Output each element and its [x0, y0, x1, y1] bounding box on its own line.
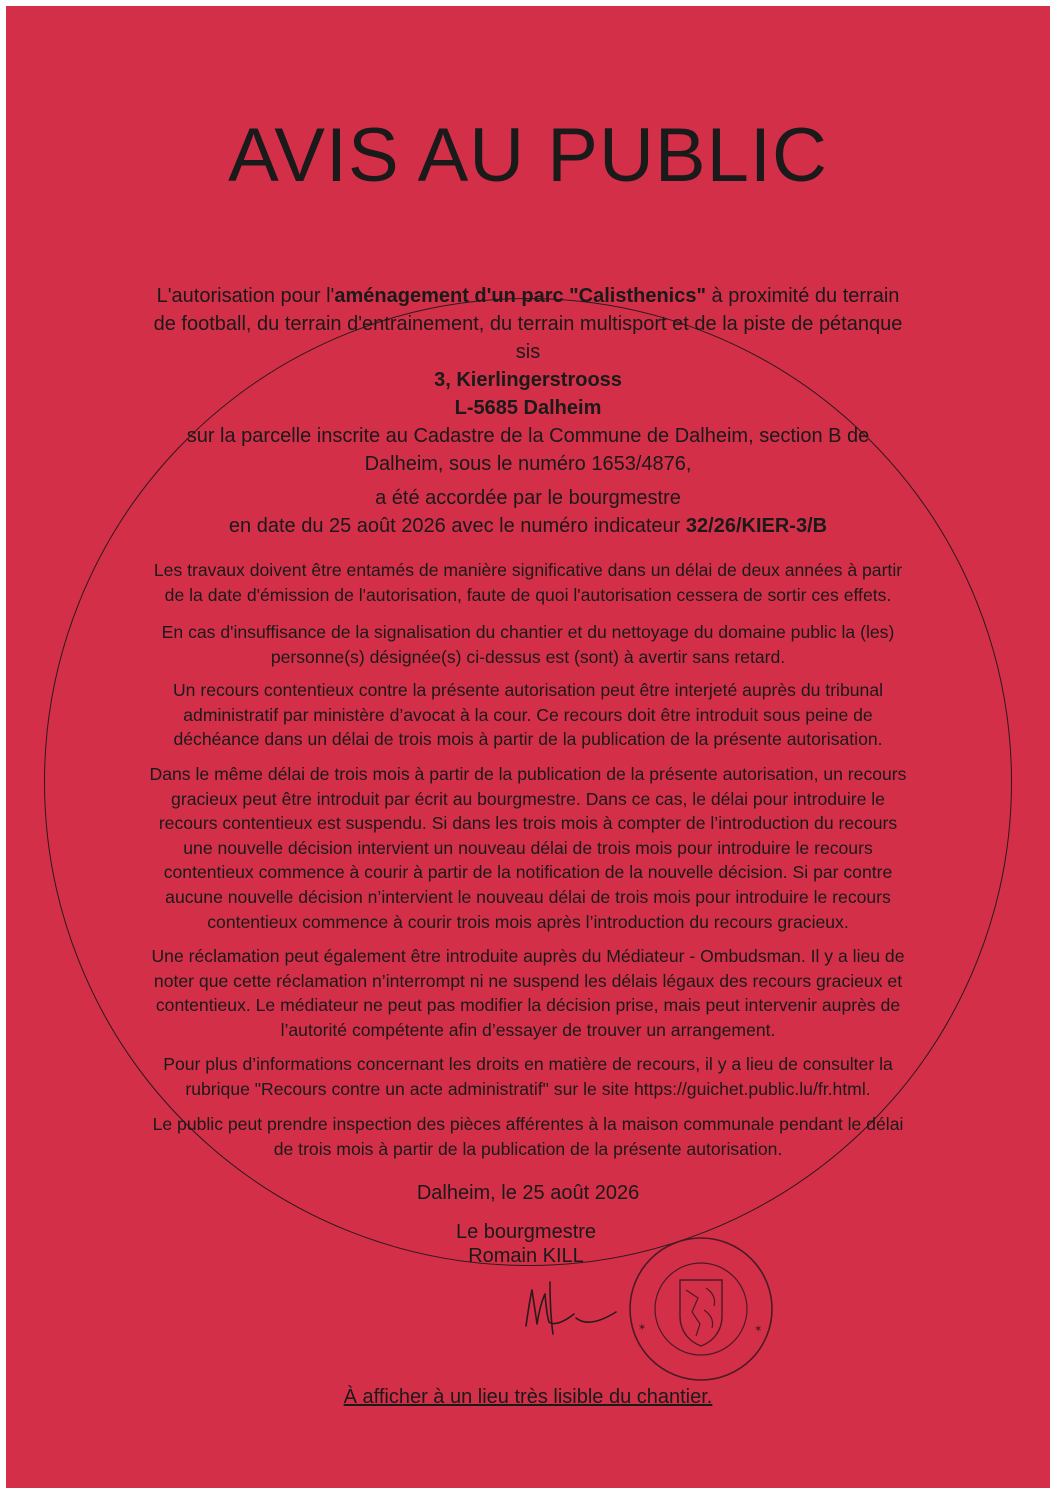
- paragraph-recours-contentieux: Un recours contentieux contre la présente autorisation peut être interjeté auprès du tribunal administratif par ministère d’avocat à la cour. Ce recours doit être introduit sous peine de déchéance dans un délai de trois mois à partir de la publication de la présente autorisation.: [172, 680, 884, 750]
- intro-line-6: sur la parcelle inscrite au Cadastre de la Commune de Dalheim, section B de: [186, 425, 870, 447]
- intro-line-8: a été accordée par le bourgmestre: [375, 487, 681, 509]
- intro-line-3: sis: [515, 341, 541, 363]
- intro-line-2: de football, du terrain d'entrainement, du terrain multisport et de la piste de pétanque: [153, 313, 903, 335]
- notice-sheet: [6, 6, 1050, 1488]
- intro-line-9: en date du 25 août 2026 avec le numéro indicateur 32/26/KIER-3/B: [228, 515, 828, 537]
- date-place: Dalheim, le 25 août 2026: [416, 1182, 640, 1204]
- signer-name: Romain KILL: [468, 1245, 584, 1267]
- svg-text:✶: ✶: [754, 1324, 763, 1335]
- footer-instruction: À afficher à un lieu très lisible du chantier.: [343, 1386, 713, 1408]
- paragraph-recours-gracieux: Dans le même délai de trois mois à partir de la publication de la présente autorisation, un recours gracieux peut être introduit par écrit au bourgmestre. Dans ce cas, le délai pour introduire le recours contentieux est suspendu. Si dans les trois mois à compter de l’introduction du recours une nouvelle décision intervient un nouveau délai de trois mois pour introduire le recours contentieux commence à courir à partir de la notification de la nouvelle décision. Si par contre aucune nouvelle décision n’intervient le nouveau délai de trois mois pour introduire le recours contentieux commence à courir trois mois après l’introduction du recours gracieux.: [149, 764, 907, 932]
- handwritten-signature: [506, 1272, 626, 1342]
- address-street: 3, Kierlingerstrooss: [434, 369, 622, 391]
- paragraph-signalisation: En cas d'insuffisance de la signalisation du chantier et du nettoyage du domaine public la (les) personne(s) désignée(s) ci-dessus est (sont) à avertir sans retard.: [161, 622, 895, 667]
- municipal-seal: [626, 1234, 776, 1384]
- project-name: aménagement d'un parc "Calisthenics": [334, 285, 706, 307]
- svg-text:✶: ✶: [636, 1321, 650, 1334]
- paragraph-works-start: Les travaux doivent être entamés de manière significative dans un délai de deux années à partir de la date d'émission de l'autorisation, faute de quoi l'autorisation cessera de sortir ces effets.: [153, 560, 903, 605]
- signer-role: Le bourgmestre: [455, 1221, 597, 1243]
- paragraph-mediateur: Une réclamation peut également être introduite auprès du Médiateur - Ombudsman. Il y a lieu de noter que cette réclamation n’interrompt ni ne suspend les délais légaux des recours gracieux et contentieux. Le médiateur ne peut pas modifier la décision prise, mais peut intervenir auprès de l’autorité compétente afin d’essayer de trouver un arrangement.: [151, 946, 905, 1040]
- intro-line-1: L'autorisation pour l'aménagement d'un parc "Calisthenics" à proximité du terrain: [156, 285, 900, 307]
- address-city: L-5685 Dalheim: [454, 397, 602, 419]
- authorization-intro: [46, 282, 1010, 540]
- intro-line-7: Dalheim, sous le numéro 1653/4876,: [364, 453, 692, 475]
- page-title: AVIS AU PUBLIC: [228, 113, 828, 198]
- paragraph-inspection: Le public peut prendre inspection des pièces afférentes à la maison communale pendant le délai de trois mois à partir de la publication de la présente autorisation.: [152, 1114, 904, 1159]
- paragraph-more-info: Pour plus d’informations concernant les droits en matière de recours, il y a lieu de consulter la rubrique "Recours contre un acte administratif" sur le site https://guichet.public.lu/fr.html.: [163, 1054, 893, 1099]
- permit-number: 32/26/KIER-3/B: [685, 515, 828, 537]
